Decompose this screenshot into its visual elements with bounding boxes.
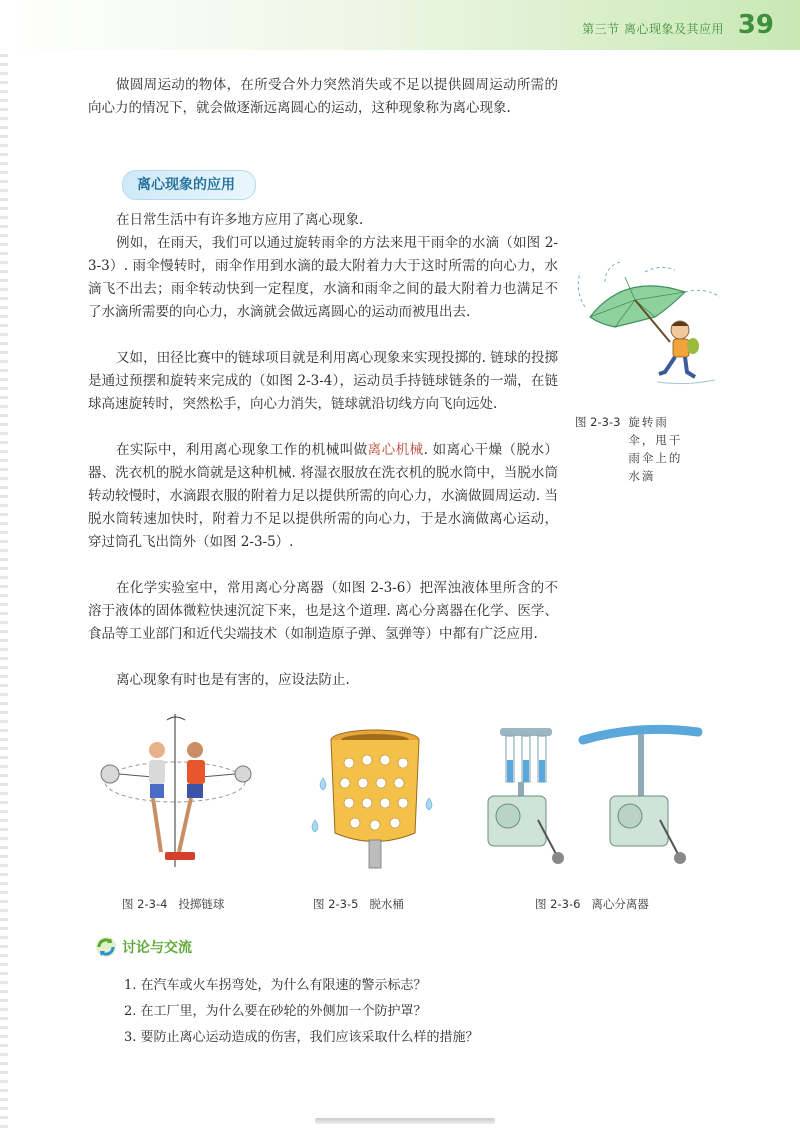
figure-2-3-5-label: 图 2-3-5: [313, 897, 359, 911]
spin-bucket-illustration: [305, 728, 445, 878]
paragraph-6: 离心现象有时也是有害的，应设法防止.: [116, 672, 350, 688]
discussion-header: [94, 934, 192, 960]
figure-2-3-3-text: 旋转雨伞，甩干雨伞上的水滴: [628, 415, 683, 483]
umbrella-illustration: [575, 262, 725, 392]
figure-2-3-4-text: 投掷链球: [178, 897, 225, 911]
paragraph-4-end: . 如离心干燥（脱水）器、洗衣机的脱水筒就是这种机械. 将湿衣服放在洗衣机的脱水筒中，当脱水筒转动较慢时，水滴跟衣服的附着力足以提供所需的向心力，水滴做圆周运动. 当脱水筒转速加快时，附着力不足以提供所需的向心力，于是水滴做离心运动，穿过筒孔飞出筒外（如图 2-3-5）.: [88, 442, 559, 550]
figure-2-3-3-caption: [575, 413, 715, 485]
question-2: 2. 在工厂里，为什么要在砂轮的外侧加一个防护罩？: [124, 1004, 427, 1019]
paragraph-2: 例如，在雨天，我们可以通过旋转雨伞的方法来甩干雨伞的水滴（如图 2-3-3）. 雨伞慢转时，雨伞作用到水滴的最大附着力大于这时所需的向心力，水滴飞不出去；雨伞转动快到一定程度，水滴和雨伞之间的最大附着力也满足不了水滴所需要的向心力，水滴就会做远离圆心的运动而被甩出去.: [88, 235, 558, 320]
centrifuge-illustration: [478, 720, 728, 880]
page-number: 39: [737, 10, 774, 40]
page-footer-bar: [315, 1118, 495, 1124]
section-title: 离心现象的应用: [122, 170, 256, 200]
figure-2-3-6-caption: [535, 895, 649, 913]
paragraph-1: 在日常生活中有许多地方应用了离心现象.: [116, 212, 364, 228]
discussion-title: 讨论与交流: [122, 940, 192, 956]
paragraph-5: 在化学实验室中，常用离心分离器（如图 2-3-6）把浑浊液体里所含的不溶于液体的固体微粒快速沉淀下来，也是这个道理. 离心分离器在化学、医学、食品等工业部门和近代尖端技术（如制造原子弹、氢弹等）中都有广泛应用.: [88, 580, 558, 642]
header-section-title: 第三节 离心现象及其应用: [582, 22, 724, 36]
paragraph-3: 又如，田径比赛中的链球项目就是利用离心现象来实现投掷的. 链球的投掷是通过预摆和旋转来完成的（如图 2-3-4），运动员手持链球链条的一端，在链球高速旋转时，突然松手，向心力消失，链球就沿切线方向飞向远处.: [88, 350, 558, 412]
hammer-throw-illustration: [95, 712, 255, 872]
figure-2-3-6-text: 离心分离器: [591, 897, 649, 911]
page-header: [0, 0, 800, 50]
paragraph-4: [88, 439, 558, 554]
intro-paragraph: 做圆周运动的物体，在所受合外力突然消失或不足以提供圆周运动所需的向心力的情况下，就会做逐渐远离圆心的运动，这种现象称为离心现象.: [88, 77, 558, 116]
question-1: 1. 在汽车或火车拐弯处，为什么有限速的警示标志？: [124, 978, 427, 993]
question-3: 3. 要防止离心运动造成的伤害，我们应该采取什么样的措施？: [124, 1030, 479, 1045]
discussion-questions: [124, 973, 644, 1051]
figure-2-3-5-text: 脱水桶: [369, 897, 404, 911]
figure-2-3-4-label: 图 2-3-4: [122, 897, 168, 911]
figure-2-3-6-label: 图 2-3-6: [535, 897, 581, 911]
recycle-arrows-icon: [94, 935, 118, 959]
paragraph-4-start: 在实际中，利用离心现象工作的机械叫做: [116, 442, 368, 458]
figure-2-3-3-label: 图 2-3-3: [575, 415, 621, 429]
figure-2-3-4-caption: [122, 895, 224, 913]
keyword-centrifugal-machine: 离心机械: [367, 442, 424, 458]
page-edge: [0, 0, 8, 1132]
figure-2-3-5-caption: [313, 895, 404, 913]
